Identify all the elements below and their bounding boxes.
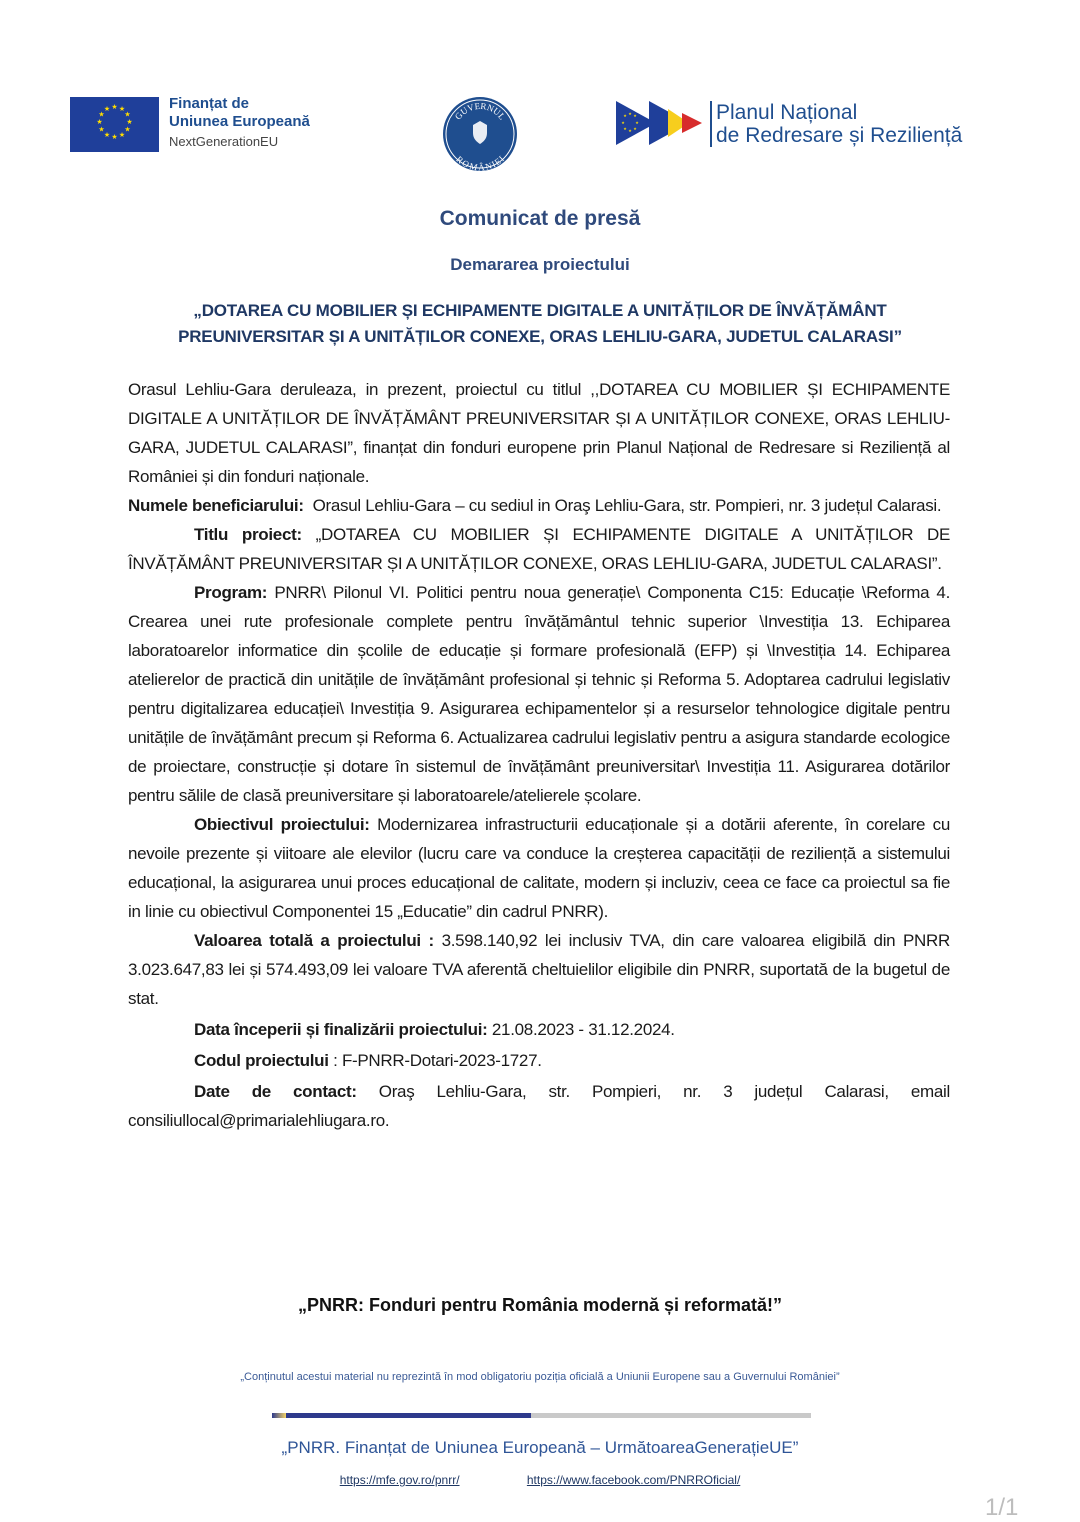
svg-text:★: ★ bbox=[628, 128, 632, 133]
value-paragraph bbox=[128, 926, 950, 1013]
footer-divider-bar bbox=[272, 1413, 811, 1418]
svg-text:★: ★ bbox=[623, 113, 627, 118]
contact-value: Oraş Lehliu-Gara, str. Pompieri, nr. 3 județul Calarasi, email consiliullocal@primarialehliugara.ro. bbox=[128, 1082, 951, 1130]
footer-tagline: „PNRR. Finanțat de Uniunea Europeană – UrmătoareaGenerațieUE” bbox=[281, 1438, 799, 1457]
svg-text:★: ★ bbox=[103, 132, 111, 139]
pnrr-logo bbox=[616, 101, 716, 145]
page-subtitle: Demararea proiectului bbox=[450, 255, 630, 274]
bar-blue-segment bbox=[286, 1413, 531, 1418]
svg-text:★: ★ bbox=[118, 106, 126, 113]
code-label: Codul proiectului bbox=[194, 1051, 329, 1070]
svg-text:★: ★ bbox=[633, 126, 637, 131]
project-title-line1: „DOTAREA CU MOBILIER ȘI ECHIPAMENTE DIGITALE A UNITĂȚILOR DE ÎNVĂȚĂMÂNT bbox=[193, 301, 887, 320]
contact-paragraph bbox=[128, 1077, 950, 1135]
beneficiary-label: Numele beneficiarului: bbox=[128, 496, 304, 515]
title-label: Titlu proiect: bbox=[194, 525, 302, 544]
eu-funding-label bbox=[169, 95, 310, 151]
program-label: Program: bbox=[194, 583, 268, 602]
svg-text:★: ★ bbox=[118, 132, 126, 139]
page-indicator: 1/1 bbox=[985, 1494, 1019, 1521]
title-paragraph bbox=[128, 520, 950, 578]
facebook-link[interactable]: https://www.facebook.com/PNRROficial/ bbox=[526, 1473, 741, 1487]
pnrr-line2: de Redresare și Reziliență bbox=[716, 124, 963, 147]
value-value: 3.598.140,92 lei inclusiv TVA, din care valoarea eligibilă din PNRR 3.023.647,83 lei și 574.493,09 lei valoare TVA aferentă cheltuielilor eligibile din PNRR, suportată de la bugetul de stat. bbox=[128, 931, 950, 1008]
bar-arrow-tip bbox=[272, 1413, 286, 1418]
eu-line2: Uniunea Europeană bbox=[169, 113, 310, 130]
eu-line1: Finanțat de bbox=[169, 95, 250, 112]
title-value: „DOTAREA CU MOBILIER ȘI ECHIPAMENTE DIGITALE A UNITĂȚILOR DE ÎNVĂȚĂMÂNT PREUNIVERSITAR ȘI A UNITĂȚILOR CONEXE, ORAS LEHLIU-GARA, JUDETUL CALARASI”. bbox=[128, 525, 951, 573]
value-label: Valoarea totală a proiectului : bbox=[194, 931, 434, 950]
eu-line3: NextGenerationEU bbox=[169, 134, 279, 149]
svg-text:★: ★ bbox=[103, 106, 111, 113]
contact-label: Date de contact: bbox=[194, 1082, 357, 1101]
government-seal-logo bbox=[441, 95, 519, 173]
pnrr-logo-text bbox=[716, 101, 962, 147]
svg-text:★: ★ bbox=[633, 113, 637, 118]
objective-label: Obiectivul proiectului: bbox=[194, 815, 370, 834]
intro-paragraph: Orasul Lehliu-Gara deruleaza, in prezent, proiectul cu titlul ,,DOTAREA CU MOBILIER ȘI ECHIPAMENTE DIGITALE A UNITĂȚILOR DE ÎNVĂȚĂMÂNT PREUNIVERSITAR ȘI A UNITĂȚILOR CONEXE, ORAS LEHLIU-GARA, JUDETUL CALARASI”, finanțat din fonduri europene prin Planul Național de Redresare si Reziliență al României și din fonduri naționale. bbox=[128, 380, 950, 486]
eu-stars-icon bbox=[70, 97, 159, 152]
code-paragraph bbox=[128, 1046, 950, 1075]
objective-value: Modernizarea infrastructurii educaționale și a dotării aferente, în corelare cu nevoile prezente și viitoare ale elevilor (lucru care va conduce la creșterea capacității de reziliență a sistemului educațional, la asigurarea unui proces educațional de calitate, modern și incluziv, ceea ce face ca proiectul sa fie in linie cu obiectivul Componentei 15 „Educatie” din cadrul PNRR). bbox=[128, 815, 950, 921]
dates-paragraph bbox=[128, 1015, 950, 1044]
pnrr-line1: Planul Național bbox=[716, 101, 858, 124]
program-value: PNRR\ Pilonul VI. Politici pentru noua generație\ Componenta C15: Educație \Reforma 4. Crearea unei rute profesionale complete pentru învățământul tehnic superior \Investiția 13. Echiparea laboratoarelor informatice din școlile de educație și formare profesională (EFP) și \Investiția 14. Echiparea atelierelor de practică din unitățile de învățământ profesional și tehnic și Reforma 5. Adoptarea cadrului legislativ pentru digitalizarea educației\ Investiția 9. Asigurarea echipamentelor și a resurselor tehnologice digitale pentru unitățile de învățământ precum și Reforma 6. Actualizarea cadrului legislativ pentru a asigura standarde ecologice de proiectare, construcție și dotare în sistemul de învățământ preuniversitar\ Investiția 11. Asigurarea dotărilor pentru sălile de clasă preuniversitare și laboratoarele/atelierele școlare. bbox=[128, 583, 950, 805]
objective-paragraph bbox=[128, 810, 950, 926]
project-title-line2: PREUNIVERSITAR ȘI A UNITĂȚILOR CONEXE, ORAS LEHLIU-GARA, JUDETUL CALARASI” bbox=[178, 327, 902, 346]
project-title-heading bbox=[120, 298, 960, 350]
beneficiary-value: Orasul Lehliu-Gara – cu sediul in Oraş Lehliu-Gara, str. Pompieri, nr. 3 județul Calarasi. bbox=[303, 496, 942, 515]
page-title: Comunicat de presă bbox=[439, 207, 641, 230]
svg-text:★: ★ bbox=[98, 126, 105, 134]
svg-text:★: ★ bbox=[126, 119, 133, 126]
svg-text:★: ★ bbox=[98, 111, 105, 119]
svg-text:★: ★ bbox=[124, 126, 131, 134]
svg-text:★: ★ bbox=[635, 120, 639, 125]
beneficiary-paragraph bbox=[128, 491, 950, 520]
disclaimer: „Conținutul acestui material nu reprezintă în mod obligatoriu poziția oficială a Uniunii Europene sau a Guvernului României” bbox=[240, 1371, 840, 1383]
svg-text:★: ★ bbox=[96, 119, 103, 126]
footer-links bbox=[0, 1473, 1080, 1487]
mfe-link[interactable]: https://mfe.gov.ro/pnrr/ bbox=[339, 1473, 460, 1487]
svg-text:★: ★ bbox=[111, 134, 118, 141]
svg-text:★: ★ bbox=[111, 104, 118, 111]
press-release-body bbox=[128, 375, 950, 1135]
program-paragraph bbox=[128, 578, 950, 810]
svg-text:★: ★ bbox=[623, 126, 627, 131]
slogan: „PNRR: Fonduri pentru România modernă și reformată!” bbox=[297, 1295, 783, 1315]
svg-text:★: ★ bbox=[628, 111, 632, 116]
seal-bottom-text: ROMÂNIEI bbox=[454, 153, 506, 173]
code-value: : F-PNRR-Dotari-2023-1727. bbox=[328, 1051, 542, 1070]
dates-value: 21.08.2023 - 31.12.2024. bbox=[487, 1020, 675, 1039]
svg-text:★: ★ bbox=[621, 120, 625, 125]
pnrr-divider bbox=[710, 101, 712, 147]
eu-flag-logo bbox=[70, 97, 159, 152]
seal-top-text: GUVERNUL bbox=[452, 100, 508, 122]
svg-text:★: ★ bbox=[124, 111, 131, 119]
dates-label: Data începerii și finalizării proiectului: bbox=[194, 1020, 488, 1039]
bar-grey-segment bbox=[531, 1413, 811, 1418]
